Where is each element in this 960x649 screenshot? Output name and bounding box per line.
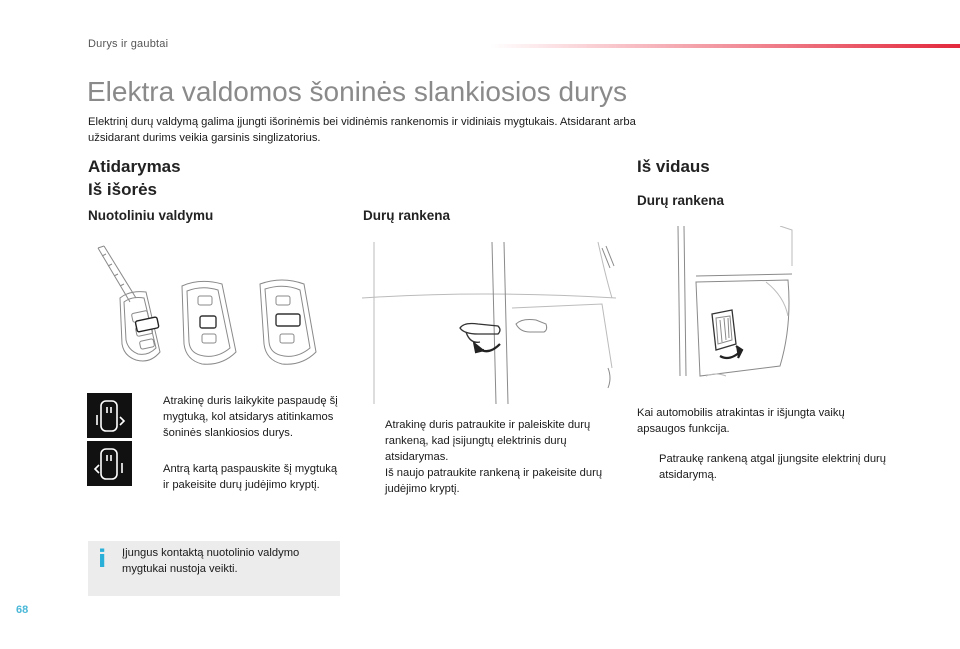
inside-note: Kai automobilis atrakintas ir išjungta vaikų apsaugos funkcija.	[637, 407, 845, 435]
remote-bullet-1: Atrakinę duris laikykite paspaudę šį mygtuką, kol atsidarys atitinkamos šoninės slankiosios durys.	[163, 395, 338, 439]
info-text: Įjungus kontaktą nuotolinio valdymo mygtukai nustoja veikti.	[122, 547, 300, 575]
page-number: 68	[16, 604, 29, 616]
key-fob-2	[182, 281, 236, 364]
info-box	[88, 541, 340, 596]
header-accent-bar	[490, 44, 960, 48]
remote-keys-illustration	[90, 240, 340, 380]
inside-heading: Iš vidaus	[637, 157, 710, 176]
key-blade	[98, 246, 136, 302]
section-label: Durys ir gaubtai	[88, 38, 169, 50]
highlighted-button-fob1	[135, 317, 159, 332]
remote-bullet-2: Antrą kartą paspauskite šį mygtuką ir pakeisite durų judėjimo kryptį.	[163, 463, 338, 491]
door-handle-2	[516, 320, 547, 333]
remote-heading: Nuotoliniu valdymu	[88, 208, 214, 223]
door-button-icon-2	[87, 441, 132, 486]
handle-bullet-2: Iš naujo patraukite rankeną ir pakeisite durų judėjimo kryptį.	[385, 467, 603, 495]
outside-handle-illustration	[362, 238, 616, 408]
page-title: Elektra valdomos šoninės slankiosios durys	[87, 76, 628, 107]
inside-handle-illustration	[676, 226, 794, 384]
info-icon: i	[98, 545, 107, 573]
handle-bullet-1: Atrakinę duris patraukite ir paleiskite durų rankeną, kad įsijungtų elektrinis durų atsidarymas.	[385, 419, 591, 463]
pull-arrow-icon	[474, 342, 500, 352]
inside-door-handle	[712, 310, 736, 350]
door-button-icon-1	[87, 393, 132, 438]
inside-handle-heading: Durų rankena	[637, 193, 725, 208]
opening-heading: Atidarymas	[88, 157, 181, 176]
key-fob-3	[260, 280, 316, 364]
outside-handle-heading: Durų rankena	[363, 208, 451, 223]
inside-bullet-1: Patraukę rankeną atgal įjungsite elektrinį durų atsidarymą.	[659, 453, 886, 481]
outside-heading: Iš išorės	[88, 180, 157, 199]
intro-text: Elektrinį durų valdymą galima įjungti išorinėmis bei vidinėmis rankenomis ir vidiniais mygtukais. Atsidarant arba užsidarant durims veikia garsinis singlizatorius.	[88, 116, 636, 144]
